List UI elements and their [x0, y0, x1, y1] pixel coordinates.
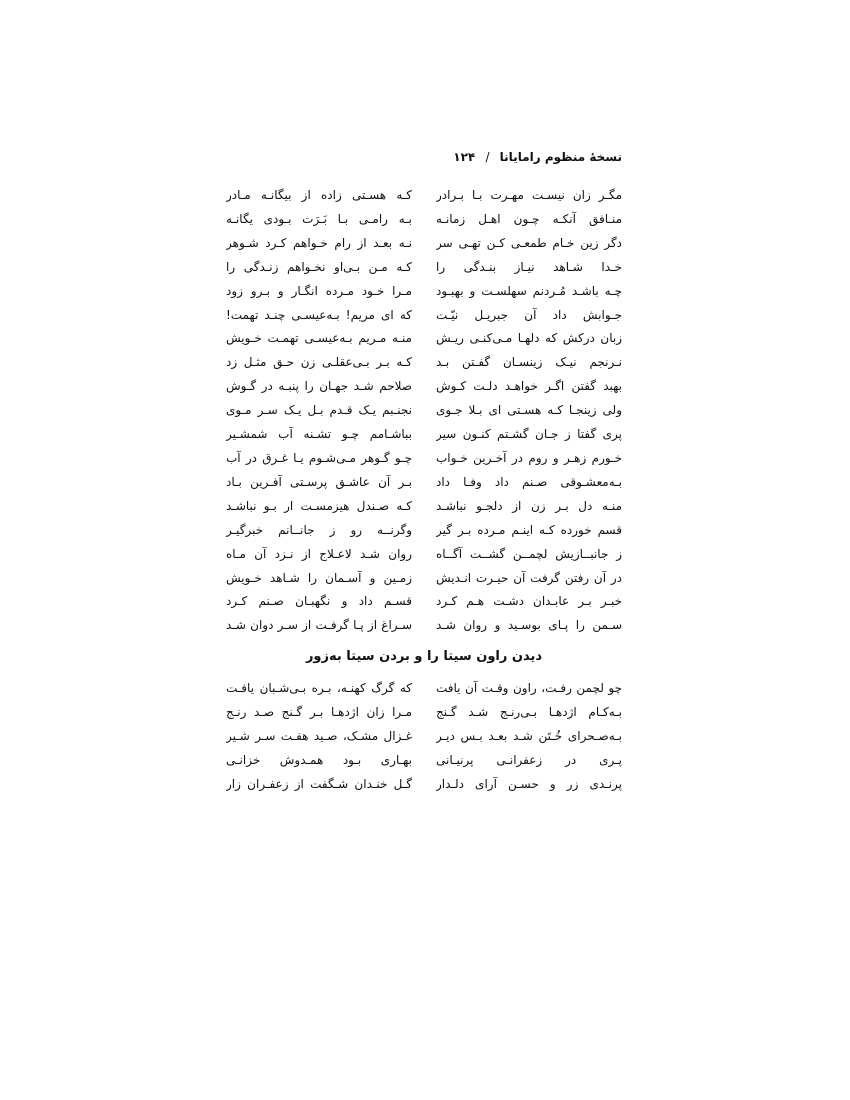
hemistich-second: بـر آن عاشـق پرسـتی آفـرین بـاد: [226, 474, 412, 489]
hemistich-second: مـرا خـود مـرده انگـار و بـرو زود: [226, 283, 412, 298]
hemistich-first: سـمن را پـای بوسـید و روان شـد: [436, 618, 622, 633]
hemistich-first: چـه باشـد مُـردنم سهلسـت و بهبـود: [436, 283, 622, 298]
poem-section-1: [226, 184, 622, 638]
hemistich-second: صلاحم شـد جهـان را پنبـه در گـوش: [226, 379, 412, 394]
hemistich-first: پـری در زعفرانـی پرنیـانی: [436, 752, 622, 767]
verse-grid: [226, 677, 622, 797]
hemistich-second: مـرا زان اژدهـا بـر گـنج صـد رنـج: [226, 704, 412, 719]
hemistich-second: کـه مـن بـی‌او نخـواهم زنـدگی را: [226, 259, 412, 274]
hemistich-first: زبان درکش که دلهـا مـی‌کنـی ریـش: [436, 331, 622, 346]
hemistich-first: پری گفتا ز جـان گشـتم کنـون سیر: [436, 427, 622, 442]
hemistich-first: منـه دل بـر زن از دلجـو نباشـد: [436, 498, 622, 513]
verse-grid: [226, 184, 622, 638]
hemistich-second: بهـاری بـود همـدوش خزانـی: [226, 752, 412, 767]
hemistich-second: کـه صـندل هیزمسـت ار بـو نباشـد: [226, 498, 412, 513]
hemistich-first: خـدا شـاهد نیـاز بنـدگی را: [436, 259, 622, 274]
hemistich-first: چو لچمن رفـت، راون وقـت آن یافت: [436, 681, 622, 695]
hemistich-first: بهبد گفتن اگـر خواهـد دلـت کـوش: [436, 379, 622, 394]
hemistich-second: نـه بعـد از رام خـواهم کـرد شـوهر: [226, 235, 412, 250]
header-separator: /: [485, 150, 490, 164]
hemistich-second: که گرگ کهنـه، بـره بـی‌شـبان یافـت: [226, 681, 412, 695]
hemistich-first: بـه‌کـام اژدهـا بـی‌رنـج شـد گـنج: [436, 704, 622, 719]
hemistich-second: نجنـبم یـک قـدم بـل یـک سـر مـوی: [226, 403, 412, 418]
hemistich-second: که ای مریم! بـه‌عیسـی چنـد تهمت!: [226, 307, 412, 322]
hemistich-first: بـه‌معشـوقی صـنم داد وفـا داد: [436, 474, 622, 489]
hemistich-second: روان شـد لاعـلاج از نـزد آن مـاه: [226, 546, 412, 561]
hemistich-first: دگر زین خـام طمعـی کـن تهـی سر: [436, 235, 622, 250]
hemistich-first: مگـر زان نیسـت مهـرت بـا بـرادر: [436, 188, 622, 202]
hemistich-first: منـافق آنکـه چـون اهـل زمانـه: [436, 211, 622, 226]
hemistich-first: خبـر بـر عابـدان دشـت هـم کـرد: [436, 594, 622, 609]
hemistich-first: خـورم زهـر و روم در آخـرین خـواب: [436, 450, 622, 465]
hemistich-second: گـل خنـدان شـگفت از زعفـران زار: [226, 776, 412, 791]
hemistich-second: منـه مـریم بـه‌عیسـی تهمـت خـویش: [226, 331, 412, 346]
book-title: نسخهٔ منظوم رامایانا: [499, 150, 622, 164]
running-header: [453, 150, 622, 164]
hemistich-first: بـه‌صـحرای خُـتَن شـد بعـد بـس دیـر: [436, 728, 622, 743]
hemistich-second: کـه بـر بـی‌عقلـی زن حـق مثـل زد: [226, 355, 412, 370]
hemistich-second: زمـین و آسـمان را شـاهد خـویش: [226, 570, 412, 585]
hemistich-second: بباشـامم چـو تشـنه آب شمشـیر: [226, 427, 412, 442]
hemistich-first: پرنـدی زر و حسـن آرای دلـدار: [436, 776, 622, 791]
hemistich-second: بـه رامـی بـا بَـرَت بـودی یگانـه: [226, 211, 412, 226]
hemistich-second: قسـم داد و نگهبـان صـنم کـرد: [226, 594, 412, 609]
hemistich-first: ولی زینجـا کـه هسـتی ای بـلا جـوی: [436, 403, 622, 418]
hemistich-second: غـزال مشـک، صـید هفـت سـر شـیر: [226, 728, 412, 743]
hemistich-second: سـراغ از پـا گرفـت از سـر دوان شـد: [226, 618, 412, 633]
section-title: دیدن راون سیتا را و بردن سیتا به‌زور: [305, 649, 543, 664]
hemistich-second: چـو گـوهر مـی‌شـوم یـا غـرق در آب: [226, 450, 412, 465]
hemistich-first: در آن رفتن گرفت آن حیـرت انـدیش: [436, 570, 622, 585]
hemistich-first: نـرنجم نیـک زینسـان گفـتن بـد: [436, 355, 622, 370]
hemistich-second: وگرنــه رو ز جانــانم خبرگیـر: [226, 522, 412, 537]
page-number: ۱۲۴: [453, 150, 476, 164]
hemistich-second: کـه هسـتی زاده از بیگانـه مـادر: [226, 188, 412, 202]
hemistich-first: قسم خورده کـه اینـم مـرده بـر گیر: [436, 522, 622, 537]
poem-section-2: [226, 677, 622, 797]
hemistich-first: جـوابش داد آن جبریـل نیّـت: [436, 307, 622, 322]
hemistich-first: ز جانبــازیش لچمــن گشــت آگــاه: [436, 546, 622, 561]
